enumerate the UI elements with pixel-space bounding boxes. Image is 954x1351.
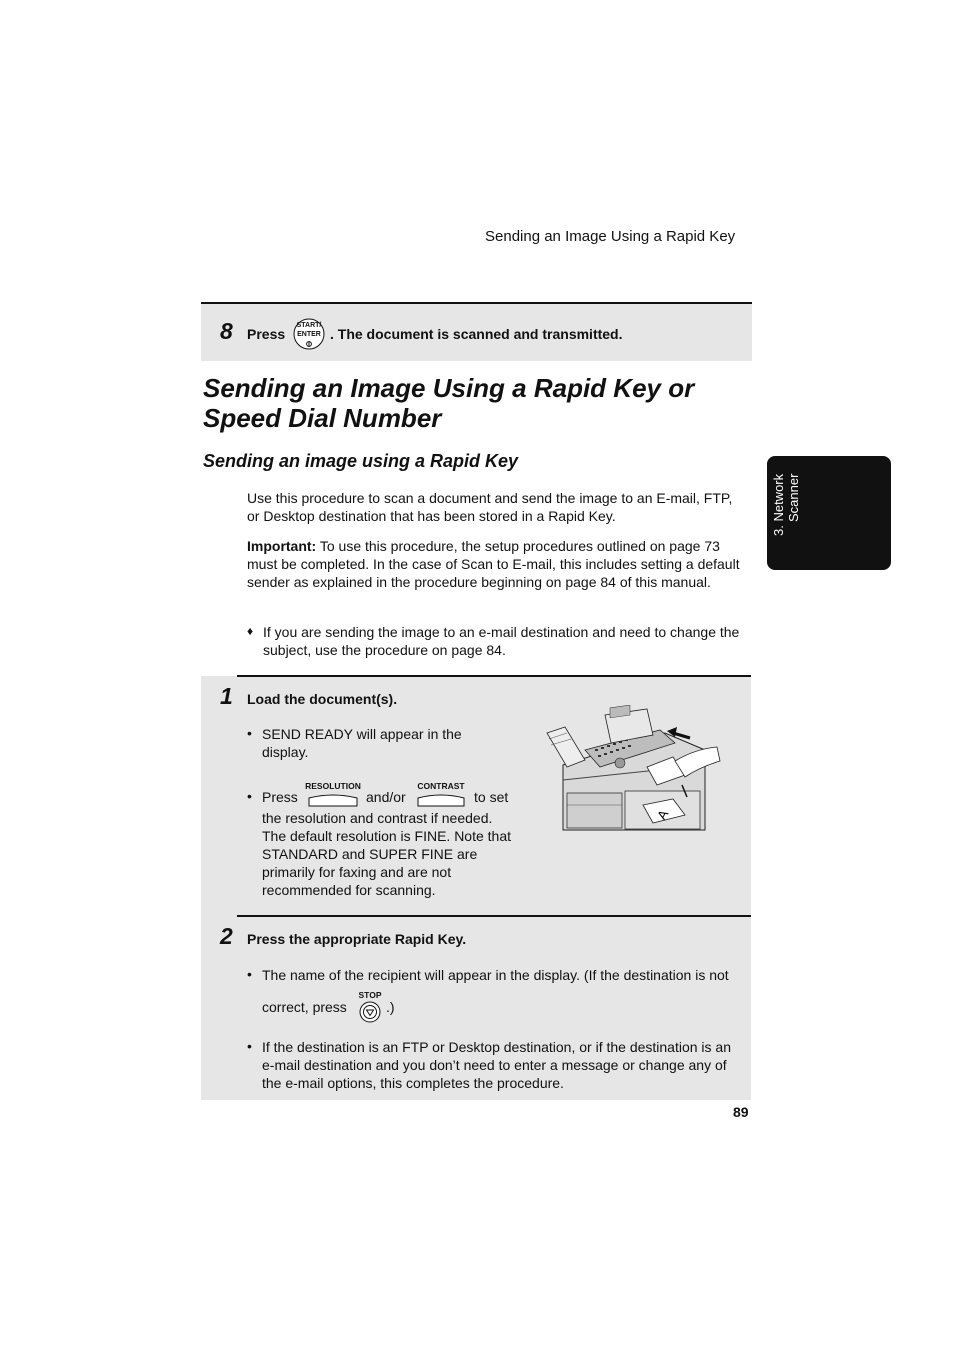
start-key-label: START/ — [296, 322, 322, 329]
bullet-dot: • — [247, 966, 252, 982]
bullet-dot: • — [247, 788, 252, 804]
step2-number: 2 — [220, 923, 233, 949]
stop-key-label: STOP — [358, 990, 382, 1000]
step8-text: . The document is scanned and transmitted. — [330, 326, 623, 342]
contrast-key-icon — [416, 792, 472, 808]
fax-machine-icon — [545, 705, 725, 833]
chapter-tab-text — [771, 462, 801, 542]
contrast-key-label: CONTRAST — [417, 781, 465, 791]
step2-correct-press: correct, press — [262, 999, 347, 1015]
bullet-dot: • — [247, 725, 252, 741]
important-paragraph — [247, 537, 742, 591]
chapter-tab-line2: Scanner — [786, 473, 801, 522]
svg-text:A: A — [653, 807, 672, 823]
step2-rule — [237, 915, 751, 917]
step1-bullet1: SEND READY will appear in the display. — [262, 726, 462, 760]
step1-press: Press — [262, 789, 298, 805]
fax-machine-illustration — [545, 705, 725, 833]
bullet-dot: • — [247, 1038, 252, 1054]
step1-rule — [237, 675, 751, 677]
important-label: Important: — [247, 538, 317, 554]
running-header: Sending an Image Using a Rapid Key — [485, 228, 736, 245]
step1-title: Load the document(s). — [247, 691, 398, 707]
contrast-key — [413, 781, 469, 807]
step8-press: Press — [247, 326, 286, 342]
step2-bullet1-end: .) — [386, 999, 395, 1015]
stop-key-icon — [356, 1000, 384, 1024]
page-number: 89 — [733, 1104, 749, 1120]
stop-key — [356, 990, 384, 1024]
resolution-key-icon — [307, 792, 363, 808]
resolution-key-label: RESOLUTION — [305, 781, 361, 791]
chapter-tab-line1: 3. Network — [771, 473, 786, 536]
important-text: To use this procedure, the setup procedures outlined on page 73 must be completed. In the case of Scan to E-mail, this includes setting a default sender as explained in the procedure beginning on page 84 of this manual. — [247, 538, 740, 590]
intro-paragraph: Use this procedure to scan a document and send the image to an E-mail, FTP, or Desktop destination that has been stored in a Rapid Key. — [247, 490, 733, 524]
start-enter-key — [292, 318, 326, 350]
page-title: Sending an Image Using a Rapid Key or Speed Dial Number — [203, 373, 695, 433]
step1-bullet2-rest: the resolution and contrast if needed. The default resolution is FINE. Note that STANDARD and SUPER FINE are primarily for faxing and are not recommended for scanning. — [262, 810, 512, 898]
step2-bullet2: If the destination is an FTP or Desktop destination, or if the destination is an e-mail destination and you don’t need to enter a message or change any of the e-mail options, this completes the procedure. — [262, 1039, 732, 1091]
step2-bullet1: The name of the recipient will appear in the display. (If the destination is not — [262, 967, 729, 983]
section-title: Sending an image using a Rapid Key — [203, 451, 519, 471]
enter-key-label: ENTER — [297, 331, 321, 338]
step1-to-set: to set — [474, 789, 509, 805]
step8-number: 8 — [220, 318, 233, 344]
chapter-tab — [767, 456, 891, 570]
step1-number: 1 — [220, 683, 233, 709]
diamond-icon: ♦ — [247, 624, 254, 638]
step2-title: Press the appropriate Rapid Key. — [247, 931, 467, 947]
resolution-key — [305, 781, 361, 807]
diamond-note: If you are sending the image to an e-mail destination and need to change the subject, use the procedure on page 84. — [263, 624, 740, 658]
step1-and-or: and/or — [366, 789, 406, 805]
